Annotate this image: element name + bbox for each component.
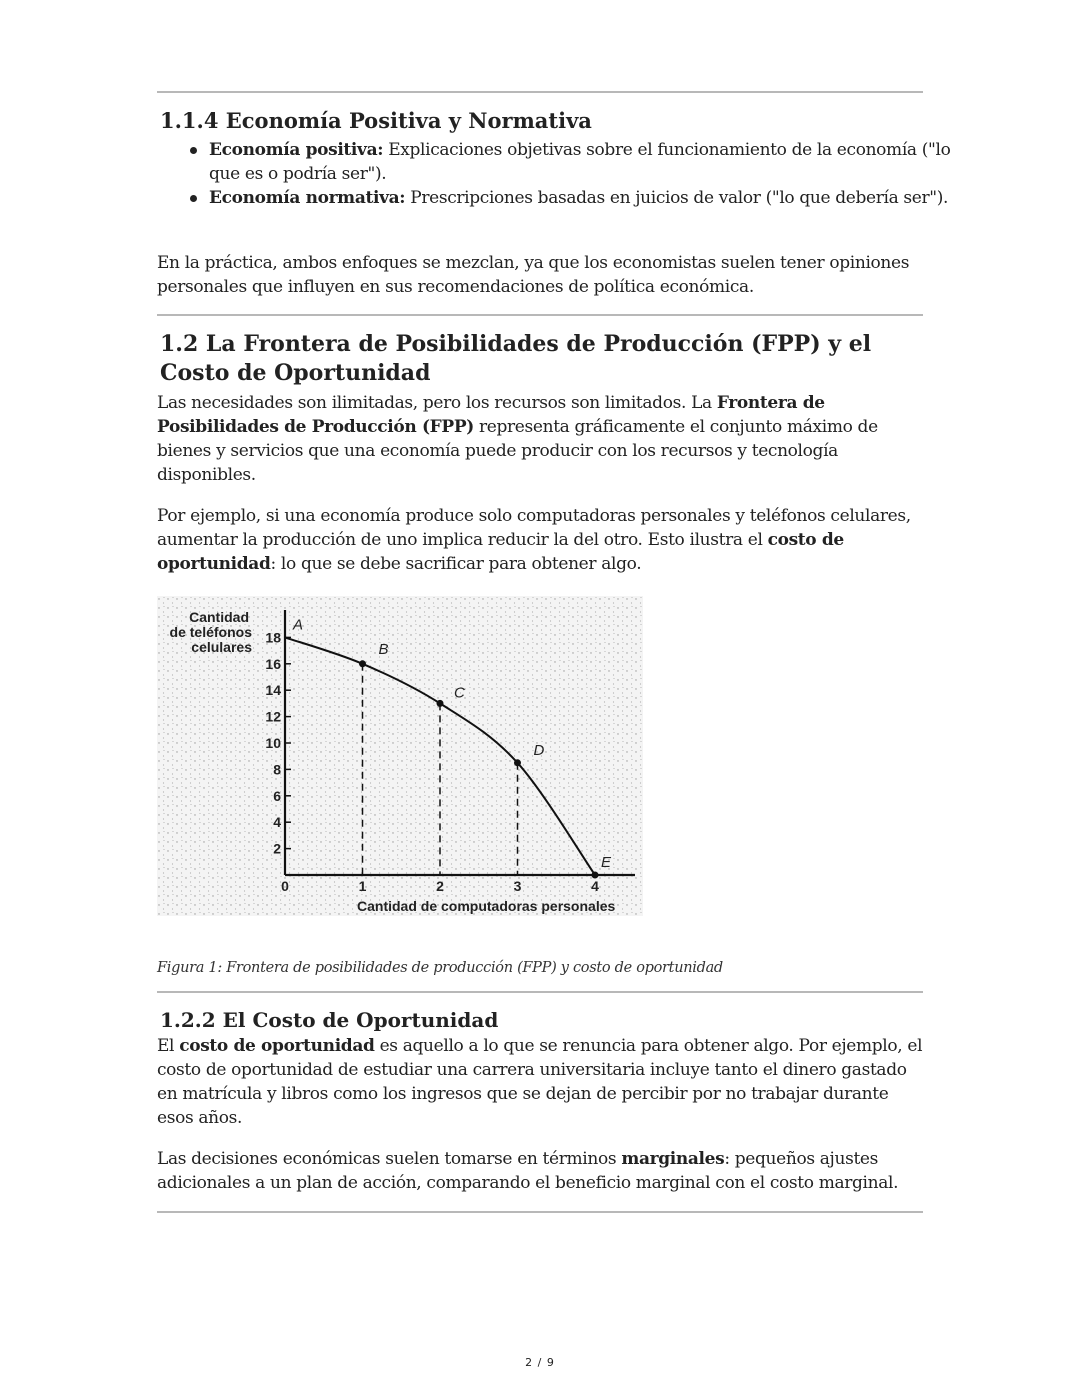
y-tick-label: 10 xyxy=(265,735,281,751)
y-tick-label: 16 xyxy=(265,655,281,672)
data-point xyxy=(437,700,444,707)
paragraph: En la práctica, ambos enfoques se mezclan, ya que los economistas suelen tener opiniones personales que influyen en sus recomendaciones de política económica. xyxy=(157,253,910,297)
y-tick-label: 8 xyxy=(273,761,281,778)
data-point xyxy=(359,660,366,667)
y-tick-label: 14 xyxy=(265,682,281,699)
point-label: B xyxy=(378,640,389,658)
y-axis-label: celulares xyxy=(191,639,252,655)
ppf-chart xyxy=(157,596,643,916)
x-axis-label: Cantidad de computadoras personales xyxy=(357,898,616,914)
divider xyxy=(157,91,923,93)
divider xyxy=(157,1211,923,1213)
y-tick-label: 12 xyxy=(265,708,281,725)
list-item xyxy=(209,186,975,210)
ppf-chart-svg xyxy=(157,596,643,916)
paragraph: Las decisiones económicas suelen tomarse en términos marginales: pequeños ajustes adicionales a un plan de acción, comparando el beneficio marginal con el costo marginal. xyxy=(157,1149,899,1193)
point-label: A xyxy=(293,616,304,634)
divider xyxy=(157,314,923,316)
figure-caption: Figura 1: Frontera de posibilidades de producción (FPP) y costo de oportunidad xyxy=(157,960,723,976)
point-label: C xyxy=(454,684,465,702)
y-tick-label: 2 xyxy=(273,840,281,857)
x-tick-label: 1 xyxy=(358,878,367,894)
x-tick-label: 4 xyxy=(591,878,599,894)
y-tick-label: 4 xyxy=(273,814,281,831)
section-title-1-2: 1.2 La Frontera de Posibilidades de Producción (FPP) y el Costo de Oportunidad xyxy=(160,331,872,386)
section-title-1-2-2: 1.2.2 El Costo de Oportunidad xyxy=(160,1008,499,1032)
list-item xyxy=(209,138,975,186)
point-label: E xyxy=(601,854,612,871)
y-axis-label: de teléfonos xyxy=(169,624,252,640)
data-point xyxy=(592,872,599,879)
bullet-term: Economía normativa: xyxy=(209,188,406,208)
y-tick-label: 6 xyxy=(273,787,281,804)
bullet-icon xyxy=(190,195,197,202)
bullet-list xyxy=(157,138,975,210)
divider xyxy=(157,991,923,993)
page-number: 2 / 9 xyxy=(525,1356,555,1369)
bullet-term: Economía positiva: xyxy=(209,140,384,160)
y-axis-label: Cantidad xyxy=(189,609,249,625)
bullet-icon xyxy=(190,147,197,154)
y-tick-label: 18 xyxy=(265,629,281,646)
x-tick-label: 2 xyxy=(436,878,444,894)
section-title-1-1-4: 1.1.4 Economía Positiva y Normativa xyxy=(160,108,592,133)
paragraph: Por ejemplo, si una economía produce solo computadoras personales y teléfonos celulares, aumentar la producción de uno implica reducir la del otro. Esto ilustra el costo de oportunidad: lo que se debe sacrificar para obtener algo. xyxy=(157,506,911,574)
paragraph: El costo de oportunidad es aquello a lo que se renuncia para obtener algo. Por ejemplo, el costo de oportunidad de estudiar una carrera universitaria incluye tanto el dinero gastado en matrícula y libros como los ingresos que se dejan de percibir por no trabajar durante esos años. xyxy=(157,1036,923,1128)
x-tick-label: 0 xyxy=(281,878,289,894)
paragraph: Las necesidades son ilimitadas, pero los recursos son limitados. La Frontera de Posibilidades de Producción (FPP) representa gráficamente el conjunto máximo de bienes y servicios que una economía puede producir con los recursos y tecnología disponibles. xyxy=(157,393,878,485)
bullet-text: Explicaciones objetivas sobre el funcionamiento de la economía ("lo que es o podría ser"). xyxy=(209,140,951,184)
point-label: D xyxy=(533,741,545,759)
bullet-text: Prescripciones basadas en juicios de valor ("lo que debería ser"). xyxy=(405,188,949,208)
x-tick-label: 3 xyxy=(513,878,522,894)
data-point xyxy=(514,759,521,766)
